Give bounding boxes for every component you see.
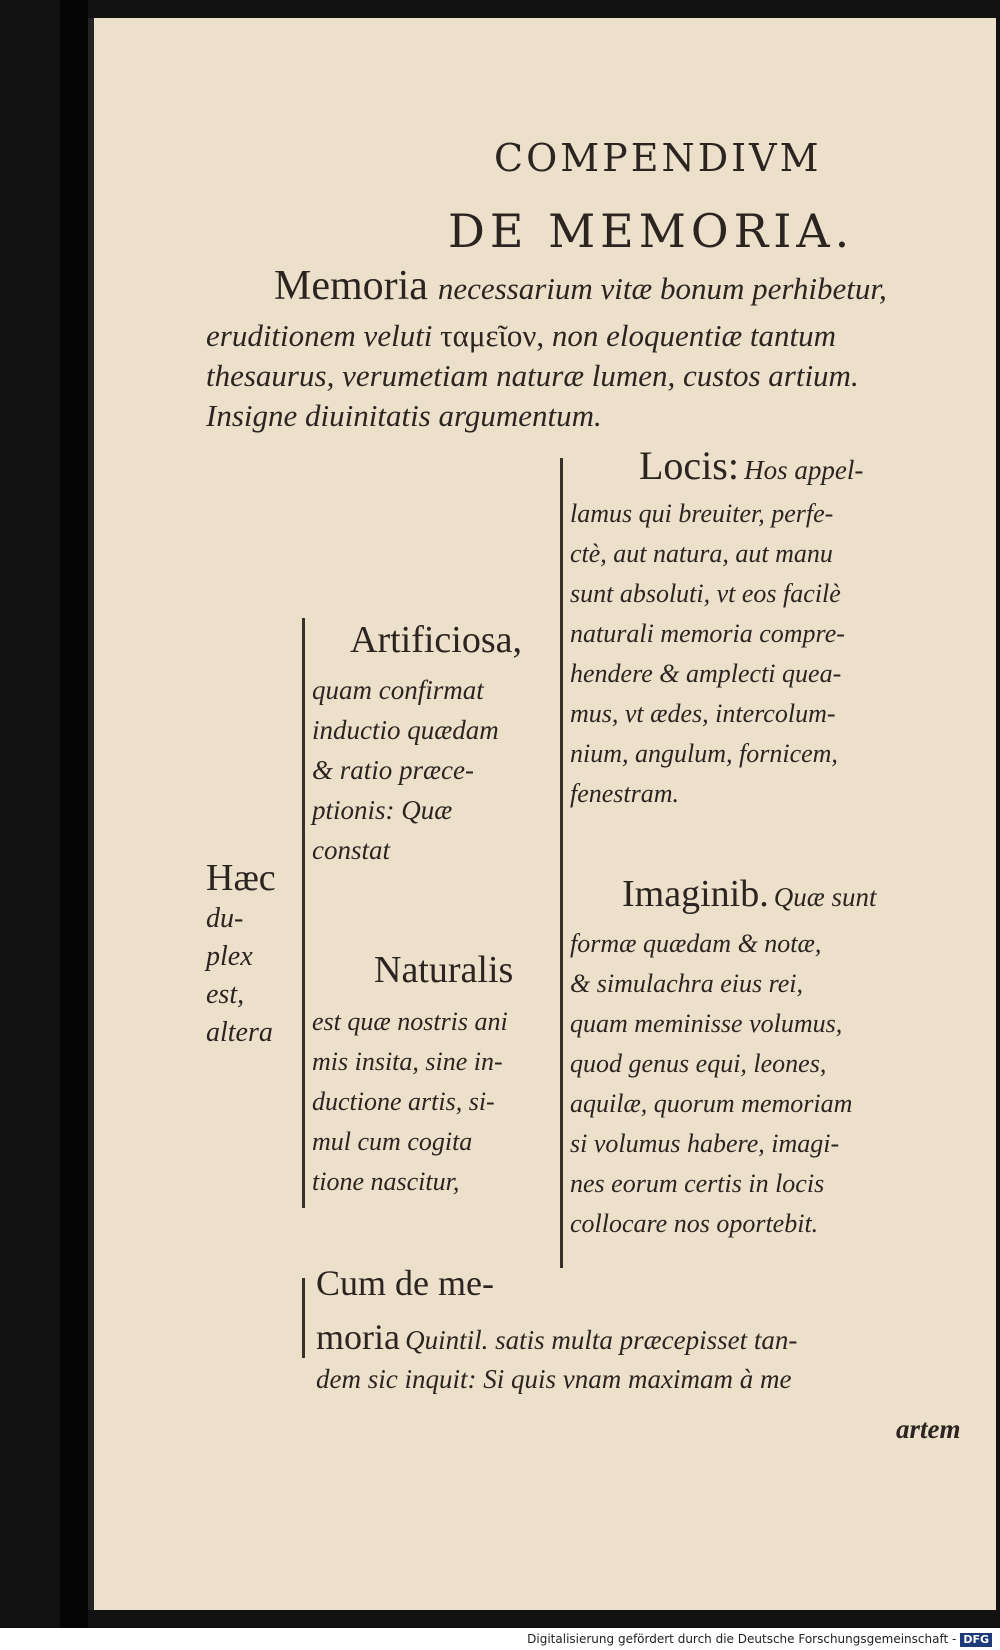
closing-text-2: Quintil. satis multa præcepisset tan- — [405, 1325, 798, 1355]
locis-line: naturali memoria compre- — [570, 619, 845, 648]
locis-line: sunt absoluti, vt eos facilè — [570, 579, 841, 608]
intro-line-4: Insigne diuinitatis argumentum. — [206, 398, 602, 433]
imaginib-line: collocare nos oportebit. — [570, 1209, 819, 1238]
naturalis-line: mis insita, sine in- — [312, 1047, 503, 1076]
artificiosa-head: Artificiosa, — [350, 619, 523, 661]
intro-line-1 — [274, 262, 887, 310]
imaginib-line: formæ quædam & notæ, — [570, 929, 822, 958]
locis-line: ctè, aut natura, aut manu — [570, 539, 833, 568]
imaginib-line: nes eorum certis in locis — [570, 1169, 825, 1198]
artificiosa-line: constat — [312, 835, 390, 865]
closing-moria: moria — [316, 1317, 400, 1357]
imaginib-line: aquilæ, quorum memoriam — [570, 1089, 853, 1118]
brace-closing — [302, 1278, 305, 1358]
locis-block — [570, 494, 845, 814]
closing-line-3: dem sic inquit: Si quis vnam maximam à me — [316, 1364, 792, 1394]
title-compendium: COMPENDIVM — [494, 136, 822, 180]
intro-line-2 — [206, 318, 836, 354]
locis-head-line — [639, 442, 863, 489]
locis-line: lamus qui breuiter, perfe- — [570, 499, 834, 528]
locis-line: nium, angulum, fornicem, — [570, 739, 838, 768]
naturalis-line: tione nascitur, — [312, 1167, 460, 1196]
duplex-line: plex — [206, 941, 253, 972]
catchword: artem — [896, 1414, 961, 1444]
locis-head: Locis: — [639, 443, 739, 488]
locis-line: fenestram. — [570, 779, 680, 808]
artificiosa-line: inductio quædam — [312, 715, 499, 745]
duplex-line: altera — [206, 1017, 273, 1048]
haec-word: Hæc — [206, 857, 276, 899]
duplex-block — [206, 900, 273, 1052]
locis-head-rest: Hos appel- — [744, 455, 864, 485]
artificiosa-line: & ratio præce- — [312, 755, 474, 785]
dfg-logo: DFG — [960, 1633, 992, 1647]
duplex-line: est, — [206, 979, 245, 1010]
closing-line-1: Cum de me- — [316, 1263, 494, 1303]
imaginib-head-rest: Quæ sunt — [773, 882, 877, 912]
brace-right — [560, 458, 563, 1268]
locis-line: mus, vt ædes, intercolum- — [570, 699, 836, 728]
intro-text-2b: non eloquentiæ tantum — [551, 318, 837, 353]
imaginib-line: si volumus habere, imagi- — [570, 1129, 840, 1158]
artificiosa-line: ptionis: Quæ — [312, 795, 453, 825]
closing-line-2 — [316, 1316, 797, 1358]
brace-middle — [302, 618, 305, 1208]
naturalis-line: ductione artis, si- — [312, 1087, 495, 1116]
duplex-line: du- — [206, 903, 244, 934]
imaginib-head: Imaginib. — [622, 873, 769, 915]
naturalis-line: est quæ nostris ani — [312, 1007, 508, 1036]
intro-line-3: thesaurus, verumetiam naturæ lumen, custos artium. — [206, 358, 859, 393]
digitization-footer — [0, 1628, 1000, 1650]
imaginib-line: quam meminisse volumus, — [570, 1009, 843, 1038]
intro-text-1: necessarium vitæ bonum perhibetur, — [437, 271, 887, 306]
intro-text-2a: eruditionem veluti — [206, 318, 433, 353]
locis-line: hendere & amplecti quea- — [570, 659, 842, 688]
imaginib-block — [570, 924, 852, 1244]
artificiosa-block — [312, 670, 499, 870]
intro-greek: ταμεῖον, — [440, 318, 545, 353]
naturalis-head: Naturalis — [374, 949, 514, 991]
title-de-memoria: DE MEMORIA. — [448, 204, 855, 258]
footer-text: Digitalisierung gefördert durch die Deutsche Forschungsgemeinschaft - — [527, 1632, 957, 1646]
imaginib-line: quod genus equi, leones, — [570, 1049, 827, 1078]
imaginib-head-line — [622, 872, 877, 916]
naturalis-block — [312, 1002, 508, 1202]
intro-initial: Memoria — [274, 263, 428, 309]
artificiosa-line: quam confirmat — [312, 675, 484, 705]
imaginib-line: & simulachra eius rei, — [570, 969, 804, 998]
book-spine — [60, 0, 88, 1650]
naturalis-line: mul cum cogita — [312, 1127, 473, 1156]
book-page — [88, 18, 996, 1610]
